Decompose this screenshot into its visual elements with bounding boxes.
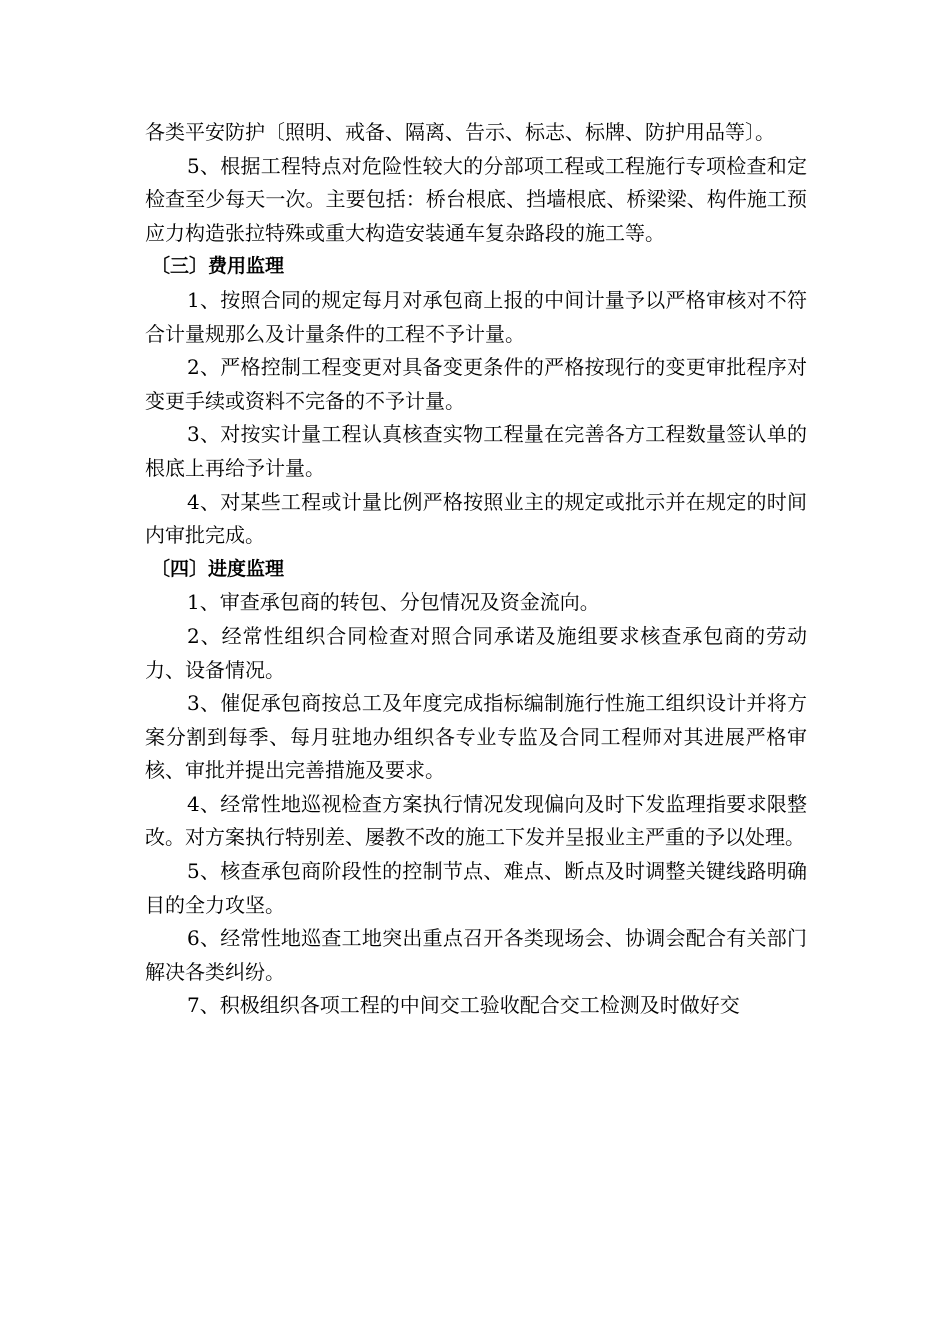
section-heading-progress-supervision: 〔四〕进度监理 bbox=[151, 557, 285, 580]
paragraph-cost-item-1: 1、按照合同的规定每月对承包商上报的中间计量予以严格审核对不符合计量规那么及计量条件的工程不予计量。 bbox=[145, 287, 807, 346]
document-page bbox=[145, 116, 807, 1023]
paragraph-progress-item-7: 7、积极组织各项工程的中间交工验收配合交工检测及时做好交 bbox=[187, 993, 740, 1018]
paragraph-cost-item-3: 3、对按实计量工程认真核查实物工程量在完善各方工程数量签认单的根底上再给予计量。 bbox=[145, 422, 807, 480]
section-heading-cost-supervision: 〔三〕费用监理 bbox=[151, 255, 285, 278]
paragraph-progress-item-6: 6、经常性地巡查工地突出重点召开各类现场会、协调会配合有关部门解决各类纠纷。 bbox=[145, 926, 807, 984]
paragraph-special-inspection: 5、根据工程特点对危险性较大的分部项工程或工程施行专项检查和定检查至少每天一次。主要包括：桥台根底、挡墙根底、桥梁梁、构件施工预应力构造张拉特殊或重大构造安装通车复杂路段的施工等。 bbox=[145, 153, 807, 245]
paragraph-progress-item-2: 2、经常性组织合同检查对照合同承诺及施组要求核查承包商的劳动力、设备情况。 bbox=[145, 623, 807, 682]
paragraph-cost-item-4: 4、对某些工程或计量比例严格按照业主的规定或批示并在规定的时间内审批完成。 bbox=[145, 489, 807, 548]
paragraph-safety-protection: 各类平安防护〔照明、戒备、隔离、告示、标志、标牌、防护用品等〕。 bbox=[145, 120, 775, 144]
paragraph-progress-item-5: 5、核查承包商阶段性的控制节点、难点、断点及时调整关键线路明确目的全力攻坚。 bbox=[145, 859, 807, 917]
paragraph-progress-item-3: 3、催促承包商按总工及年度完成指标编制施行性施工组织设计并将方案分割到每季、每月驻地办组织各专业专监及合同工程师对其进展严格审核、审批并提出完善措施及要求。 bbox=[145, 691, 807, 783]
paragraph-cost-item-2: 2、严格控制工程变更对具备变更条件的严格按现行的变更审批程序对变更手续或资料不完备的不予计量。 bbox=[145, 355, 807, 413]
paragraph-progress-item-1: 1、审查承包商的转包、分包情况及资金流向。 bbox=[187, 590, 600, 615]
paragraph-progress-item-4: 4、经常性地巡视检查方案执行情况发现偏向及时下发监理指要求限整改。对方案执行特别差、屡教不改的施工下发并呈报业主严重的予以处理。 bbox=[145, 791, 807, 850]
